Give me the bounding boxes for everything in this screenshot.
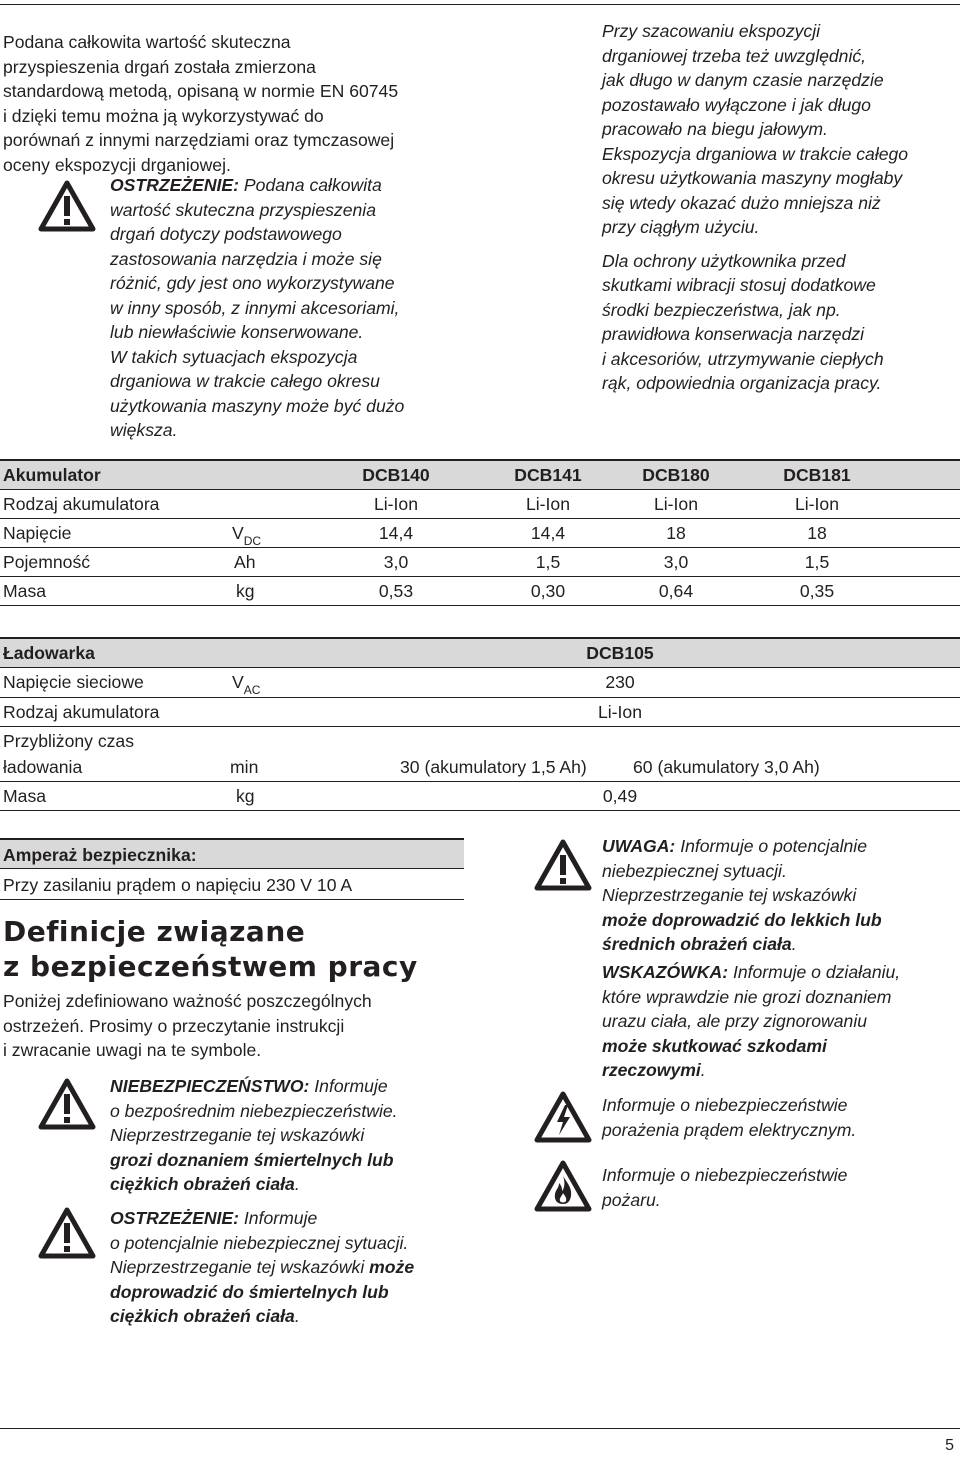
text-line: standardową metodą, opisaną w normie EN 60745 bbox=[3, 81, 399, 101]
header-cell: DCB180 bbox=[642, 465, 710, 485]
warning-label: OSTRZEŻENIE: bbox=[110, 175, 240, 195]
table-cell: 14,4 bbox=[378, 523, 414, 543]
row-label: Pojemność bbox=[3, 552, 91, 572]
text-line: Informuje o niebezpieczeństwie bbox=[602, 1165, 848, 1185]
bold-text: może skutkować szkodami bbox=[602, 1035, 827, 1056]
table-row bbox=[0, 698, 960, 726]
text-line: Podana całkowita wartość skuteczna bbox=[3, 32, 291, 52]
row-label: Napięcie sieciowe bbox=[3, 672, 144, 692]
fire-definition bbox=[602, 1163, 960, 1212]
table-header-row bbox=[0, 639, 960, 667]
text-line: przy ciągłym użyciu. bbox=[602, 217, 760, 237]
table-row bbox=[0, 548, 960, 576]
page-number: 5 bbox=[945, 1437, 954, 1454]
definitions-title bbox=[3, 914, 418, 984]
header-cell: DCB141 bbox=[514, 465, 582, 485]
danger-definition bbox=[110, 1074, 470, 1197]
row-label: Napięcie bbox=[3, 523, 72, 543]
text-line: oceny ekspozycji drganiowej. bbox=[3, 154, 231, 175]
table-cell: 0,53 bbox=[378, 581, 414, 601]
text-line: porażenia prądem elektrycznym. bbox=[602, 1119, 857, 1140]
row-label: ładowania bbox=[3, 757, 83, 777]
text-line: użytkowania maszyny może być dużo bbox=[110, 395, 405, 416]
bold-text: doprowadzić do śmiertelnych lub bbox=[110, 1281, 389, 1302]
table-cell: 60 (akumulatory 3,0 Ah) bbox=[633, 757, 820, 777]
text-line: Informuje o niebezpieczeństwie bbox=[602, 1095, 848, 1115]
table-cell: 18 bbox=[666, 523, 686, 543]
caution-definition bbox=[602, 834, 960, 957]
intro-left bbox=[3, 30, 465, 177]
text-span: . bbox=[700, 1060, 706, 1080]
table-cell: 230 bbox=[605, 672, 635, 692]
danger-triangle-icon bbox=[38, 1078, 96, 1130]
vibration-warning bbox=[110, 173, 470, 443]
unit-cell bbox=[232, 670, 260, 697]
title-line: z bezpieczeństwem pracy bbox=[3, 950, 418, 983]
header-cell: DCB181 bbox=[783, 465, 851, 485]
text-line: Podana całkowita bbox=[243, 175, 382, 195]
fuse-heading-bar bbox=[0, 840, 464, 868]
unit-subscript: DC bbox=[243, 534, 262, 548]
top-rule bbox=[0, 4, 960, 5]
bold-text: ciężkich obrażeń ciała bbox=[110, 1306, 295, 1326]
text-span: Informuje bbox=[314, 1076, 388, 1096]
fire-icon bbox=[534, 1160, 592, 1212]
table-cell: Li-Ion bbox=[373, 494, 418, 514]
text-line: jak długo w danym czasie narzędzie bbox=[602, 70, 884, 90]
fuse-text: Przy zasilaniu prądem o napięciu 230 V 10 A bbox=[3, 875, 353, 895]
table-cell: 0,35 bbox=[799, 581, 835, 601]
text-line: i zwracanie uwagi na te symbole. bbox=[3, 1040, 262, 1060]
table-cell: 0,30 bbox=[530, 581, 566, 601]
fuse-heading: Amperaż bezpiecznika: bbox=[3, 845, 197, 865]
text-line: drganiowej trzeba też uwzględnić, bbox=[602, 45, 867, 66]
table-row bbox=[0, 668, 960, 696]
table-row bbox=[0, 782, 960, 810]
table-cell: 0,64 bbox=[658, 581, 694, 601]
table-row bbox=[0, 727, 960, 781]
caution-triangle-icon bbox=[534, 839, 592, 891]
row-label: Przybliżony czas bbox=[3, 731, 135, 751]
warning-triangle-icon bbox=[38, 180, 96, 232]
bold-text: może doprowadzić do lekkich lub bbox=[602, 909, 882, 930]
text-line: Nieprzestrzeganie tej wskazówki bbox=[110, 1125, 365, 1145]
text-line: W takich sytuacjach ekspozycja bbox=[110, 346, 358, 367]
text-span: . bbox=[294, 1174, 300, 1194]
unit-subscript: AC bbox=[243, 683, 261, 697]
electric-shock-icon bbox=[534, 1091, 592, 1143]
row-label: Rodzaj akumulatora bbox=[3, 494, 160, 514]
text-line: ostrzeżeń. Prosimy o przeczytanie instrukcji bbox=[3, 1015, 345, 1036]
notice-label: WSKAZÓWKA: bbox=[602, 962, 729, 982]
bold-text: rzeczowymi bbox=[602, 1060, 701, 1080]
text-line: zastosowania narzędzia i może się bbox=[110, 248, 382, 269]
row-label: Masa bbox=[3, 581, 47, 601]
unit-cell: Ah bbox=[234, 552, 256, 572]
table-row bbox=[0, 577, 960, 605]
text-line: drganiowa w trakcie całego okresu bbox=[110, 371, 380, 391]
text-line: niebezpiecznej sytuacji. bbox=[602, 860, 787, 881]
unit-cell bbox=[232, 521, 261, 548]
warning-triangle-icon bbox=[38, 1207, 96, 1259]
section-rule bbox=[0, 899, 464, 900]
text-line: wartość skuteczna przyspieszenia bbox=[110, 199, 376, 220]
definitions-intro bbox=[3, 989, 465, 1063]
text-line: różnić, gdy jest ono wykorzystywane bbox=[110, 273, 395, 293]
header-cell: Akumulator bbox=[3, 465, 101, 485]
text-line: porównań z innymi narzędziami oraz tymczasowej bbox=[3, 130, 395, 150]
electric-definition bbox=[602, 1093, 960, 1142]
text-line: w inny sposób, z innymi akcesoriami, bbox=[110, 297, 400, 318]
header-cell: DCB140 bbox=[362, 465, 430, 485]
text-span: . bbox=[791, 934, 797, 954]
table-row bbox=[0, 519, 960, 547]
table-rule bbox=[0, 810, 960, 811]
text-line: środki bezpieczeństwa, jak np. bbox=[602, 299, 841, 320]
text-span: Informuje o potencjalnie bbox=[680, 836, 867, 856]
notice-definition bbox=[602, 960, 960, 1083]
text-line: które wprawdzie nie grozi doznaniem bbox=[602, 986, 892, 1007]
caution-label: UWAGA: bbox=[602, 836, 676, 856]
intro-right bbox=[602, 19, 960, 396]
text-line: lub niewłaściwie konserwowane. bbox=[110, 322, 364, 342]
text-line: Dla ochrony użytkownika przed bbox=[602, 250, 846, 271]
danger-label: NIEBEZPIECZEŃSTWO: bbox=[110, 1076, 310, 1096]
table-cell: 1,5 bbox=[535, 552, 561, 572]
header-cell: Ładowarka bbox=[3, 643, 95, 663]
text-line: o potencjalnie niebezpiecznej sytuacji. bbox=[110, 1232, 409, 1253]
table-cell: 18 bbox=[807, 523, 827, 543]
bold-text: może bbox=[369, 1257, 415, 1277]
unit-cell: kg bbox=[236, 786, 255, 806]
text-span: . bbox=[294, 1306, 300, 1326]
unit: V bbox=[232, 523, 244, 543]
row-label: Masa bbox=[3, 786, 47, 806]
section-rule bbox=[0, 868, 464, 869]
text-line: i akcesoriów, utrzymywanie ciepłych bbox=[602, 348, 884, 369]
text-line: o bezpośrednim niebezpieczeństwie. bbox=[110, 1100, 398, 1121]
table-cell: 3,0 bbox=[383, 552, 409, 572]
text-line: pracowało na biegu jałowym. bbox=[602, 119, 828, 139]
text-line: Ekspozycja drganiowa w trakcie całego bbox=[602, 143, 909, 164]
text-line: większa. bbox=[110, 420, 178, 440]
table-cell: Li-Ion bbox=[794, 494, 839, 514]
bold-text: ciężkich obrażeń ciała bbox=[110, 1174, 295, 1194]
unit-cell: min bbox=[230, 757, 259, 777]
bold-text: średnich obrażeń ciała bbox=[602, 934, 792, 954]
text-span: Informuje bbox=[243, 1208, 318, 1228]
text-line: okresu użytkowania maszyny mogłaby bbox=[602, 168, 903, 188]
text-line: pozostawało wyłączone i jak długo bbox=[602, 94, 871, 115]
text-line: skutkami wibracji stosuj dodatkowe bbox=[602, 275, 876, 295]
text-line: Poniżej zdefiniowano ważność poszczególnych bbox=[3, 991, 372, 1011]
text-line: Nieprzestrzeganie tej wskazówki bbox=[602, 885, 857, 905]
text-span: Informuje o działaniu, bbox=[732, 962, 901, 982]
table-cell: 1,5 bbox=[804, 552, 830, 572]
text-line: urazu ciała, ale przy zignorowaniu bbox=[602, 1011, 868, 1031]
table-cell: Li-Ion bbox=[525, 494, 570, 514]
text-line: prawidłowa konserwacja narzędzi bbox=[602, 324, 865, 344]
bottom-rule bbox=[0, 1428, 960, 1429]
unit: V bbox=[232, 672, 244, 692]
row-label: Rodzaj akumulatora bbox=[3, 702, 160, 722]
warning-label: OSTRZEŻENIE: bbox=[110, 1208, 240, 1228]
table-header-row bbox=[0, 461, 960, 489]
table-cell: 30 (akumulatory 1,5 Ah) bbox=[400, 757, 587, 777]
table-row bbox=[0, 490, 960, 518]
text-line: rąk, odpowiednia organizacja pracy. bbox=[602, 373, 882, 393]
text-line: się wtedy okazać dużo mniejsza niż bbox=[602, 192, 881, 213]
bold-text: grozi doznaniem śmiertelnych lub bbox=[110, 1149, 394, 1170]
text-span: Nieprzestrzeganie tej wskazówki bbox=[110, 1257, 365, 1277]
text-line: i dzięki temu można ją wykorzystywać do bbox=[3, 105, 324, 126]
unit-cell: kg bbox=[236, 581, 255, 601]
table-cell: 14,4 bbox=[530, 523, 566, 543]
text-line: przyspieszenia drgań została zmierzona bbox=[3, 56, 316, 77]
title-line: Definicje związane bbox=[3, 915, 306, 948]
table-cell: Li-Ion bbox=[597, 702, 642, 722]
text-line: drgań dotyczy podstawowego bbox=[110, 224, 342, 244]
header-cell: DCB105 bbox=[586, 643, 654, 663]
table-cell: Li-Ion bbox=[653, 494, 698, 514]
text-line: pożaru. bbox=[602, 1189, 661, 1210]
table-cell: 0,49 bbox=[602, 786, 638, 806]
warning-definition bbox=[110, 1206, 470, 1329]
text-line: Przy szacowaniu ekspozycji bbox=[602, 21, 821, 41]
table-cell: 3,0 bbox=[663, 552, 689, 572]
table-rule bbox=[0, 605, 960, 606]
